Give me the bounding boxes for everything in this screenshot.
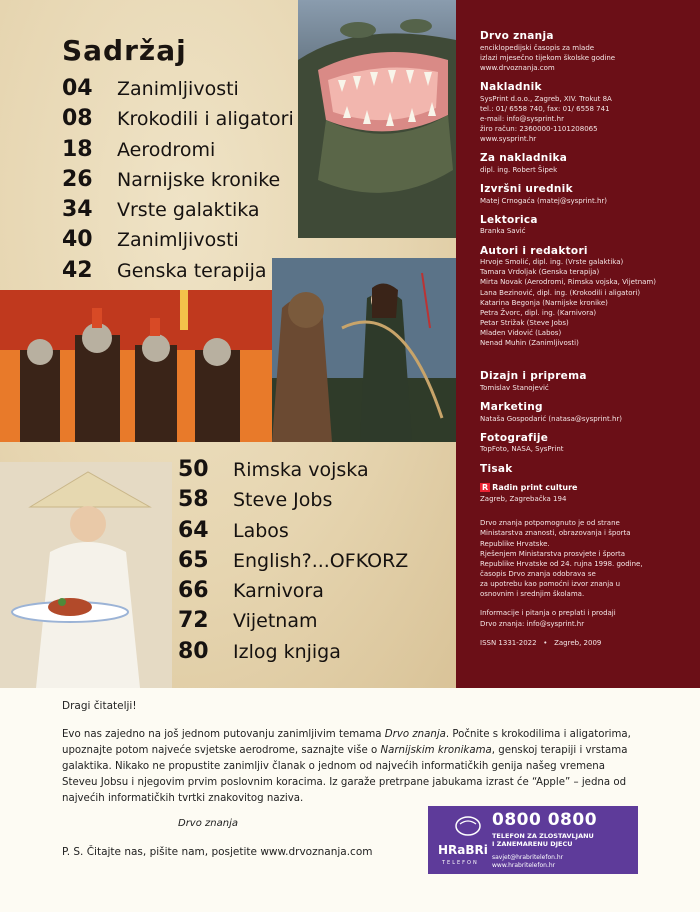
- toc-item[interactable]: [62, 76, 294, 106]
- toc-item-label: Aerodromi: [117, 138, 216, 161]
- masthead-heading: Fotografije: [480, 431, 549, 444]
- helpline-subtitle: [492, 832, 594, 848]
- helpline-website[interactable]: www.hrabritelefon.hr: [492, 862, 556, 870]
- support-text: Republike Hrvatske od 24. rujna 1998. godine,: [480, 559, 643, 568]
- toc-item-label: Steve Jobs: [233, 489, 333, 512]
- toc-item-label: English?...OFKORZ: [233, 549, 409, 572]
- toc-item-label: Zanimljivosti: [117, 229, 239, 252]
- crocodile-photo: [298, 0, 456, 238]
- masthead-heading: Izvršni urednik: [480, 183, 573, 196]
- masthead-heading: Dizajn i priprema: [480, 370, 587, 383]
- letter-body: [62, 727, 637, 808]
- masthead-text: Branka Savić: [480, 227, 526, 236]
- toc-item[interactable]: [62, 197, 294, 227]
- masthead-text: Nataša Gospodarić (natasa@sysprint.hr): [480, 414, 623, 423]
- letter-ps: P. S. Čitajte nas, pišite nam, posjetite www.drvoznanja.com: [62, 846, 373, 858]
- toc-item[interactable]: [62, 106, 294, 136]
- place-year: Zagreb, 2009: [554, 638, 602, 647]
- toc-item[interactable]: [62, 167, 294, 197]
- masthead-text: Katarina Begonja (Narnijske kronike): [480, 298, 608, 307]
- masthead-heading: Nakladnik: [480, 81, 542, 94]
- masthead-text: Tomislav Stanojević: [480, 383, 549, 392]
- toc-title: Sadržaj: [62, 34, 187, 67]
- masthead-text: enciklopedijski časopis za mlade: [480, 43, 595, 52]
- roman-soldiers-photo: [0, 290, 272, 442]
- helpline-email[interactable]: savjet@hrabritelefon.hr: [492, 854, 564, 861]
- masthead-heading: Za nakladnika: [480, 152, 568, 165]
- issn-line: [480, 638, 678, 648]
- letter-italic: Drvo znanja: [384, 729, 446, 740]
- masthead-text: Tamara Vrdoljak (Genska terapija): [480, 268, 600, 277]
- toc-item[interactable]: [62, 227, 294, 257]
- support-text: Ministarstva znanosti, obrazovanja i športa: [480, 529, 631, 538]
- toc-page-number: 18: [62, 136, 93, 162]
- toc-page-number: 64: [178, 517, 209, 543]
- support-text: Rješenjem Ministarstva prosvjete i športa: [480, 549, 625, 558]
- support-text: za upotrebu kao pomoćni izvor znanja u: [480, 580, 621, 589]
- printer-logo-text: Radin print culture: [492, 483, 578, 493]
- support-text: Republike Hrvatske.: [480, 539, 550, 548]
- info-email[interactable]: Drvo znanja: info@sysprint.hr: [480, 619, 585, 628]
- masthead-text: izlazi mjesečno tijekom školske godine: [480, 53, 616, 62]
- helpline-contacts: [492, 854, 563, 870]
- toc-item[interactable]: [178, 487, 408, 517]
- info-text: Informacije i pitanja o preplati i prodaji: [480, 609, 616, 618]
- toc-item-label: Karnivora: [233, 580, 324, 603]
- toc-page-number: 08: [62, 106, 93, 132]
- toc-item[interactable]: [178, 608, 408, 638]
- printer-logo: [480, 483, 577, 492]
- toc-page-number: 50: [178, 457, 209, 482]
- bullet: •: [543, 638, 548, 647]
- issn: ISSN 1331-2022: [480, 638, 537, 647]
- toc-page-number: 42: [62, 257, 93, 283]
- toc-item[interactable]: [178, 457, 408, 487]
- support-text: osnovnim i srednjim školama.: [480, 590, 585, 599]
- helpline-logo-sub: TELEFON: [442, 860, 479, 866]
- masthead-text: Nenad Muhin (Zanimljivosti): [480, 339, 579, 348]
- toc-page-number: 65: [178, 547, 209, 573]
- toc-page-number: 04: [62, 76, 93, 101]
- letter-greeting: Dragi čitatelji!: [62, 700, 137, 712]
- toc-item[interactable]: [178, 578, 408, 608]
- toc-item-label: Genska terapija: [117, 259, 267, 282]
- toc-item-label: Narnijske kronike: [117, 168, 281, 191]
- toc-page-number: 58: [178, 487, 209, 513]
- vietnam-photo: [0, 462, 172, 688]
- toc-item-label: Rimska vojska: [233, 459, 369, 481]
- masthead-text: tel.: 01/ 6558 740, fax: 01/ 6558 741: [480, 104, 610, 113]
- support-text: Drvo znanja potpomognuto je od strane: [480, 519, 620, 528]
- toc-page-number: 40: [62, 227, 93, 253]
- masthead-email[interactable]: e-mail: info@sysprint.hr: [480, 114, 564, 123]
- toc-item-label: Labos: [233, 519, 289, 542]
- letter-italic: Narnijskim kronikama: [380, 745, 492, 757]
- helpline-logo: [434, 812, 488, 868]
- toc-item[interactable]: [178, 639, 408, 669]
- masthead-sidebar: [456, 0, 700, 688]
- masthead-text: Hrvoje Smolić, dipl. ing. (Vrste galaktika): [480, 258, 624, 267]
- masthead-text: Petar Strižak (Steve Jobs): [480, 318, 569, 327]
- toc-page-number: 66: [178, 578, 209, 604]
- masthead-link[interactable]: www.drvoznanja.com: [480, 63, 555, 72]
- masthead-text: TopFoto, NASA, SysPrint: [480, 445, 564, 454]
- toc-bottom-list: [178, 457, 408, 669]
- toc-item[interactable]: [178, 518, 408, 548]
- toc-page-number: 26: [62, 166, 93, 192]
- toc-page-number: 80: [178, 638, 209, 664]
- toc-item-label: Zanimljivosti: [117, 78, 239, 100]
- letter-text: , genskoj terapiji i vrstama galaktika. Nikako ne propustite zanimljiv članak o jednom od najvećih informatičkih genija našeg vremena Steveu Jobsu i njegovim prvim poslovnim koracima. Iz garaže pretrpane jabukama izrast će “Apple” – jedna od najvećih informatičkih tvrtki znakovitog naziva.: [62, 745, 628, 805]
- masthead-heading: Marketing: [480, 401, 543, 414]
- masthead-link[interactable]: www.sysprint.hr: [480, 135, 537, 144]
- narnia-photo: [272, 258, 456, 442]
- toc-page-number: 34: [62, 197, 93, 223]
- masthead-text: SysPrint d.o.o., Zagreb, XIV. Trokut 8A: [480, 94, 612, 103]
- masthead-text: Petra Žvorc, dipl. ing. (Karnivora): [480, 308, 597, 317]
- helpline-subtitle-line: TELEFON ZA ZLOSTAVLJANU: [492, 832, 594, 840]
- helpline-subtitle-line: I ZANEMARENU DJECU: [492, 840, 573, 849]
- toc-item-label: Vrste galaktika: [117, 199, 260, 222]
- masthead-text: žiro račun: 2360000-1101208065: [480, 125, 598, 134]
- masthead-heading: Drvo znanja: [480, 30, 554, 42]
- toc-item[interactable]: [62, 137, 294, 167]
- masthead-text: Zagreb, Zagrebačka 194: [480, 495, 567, 504]
- masthead-text: Mirta Novak (Aerodromi, Rimska vojska, Vijetnam): [480, 278, 656, 287]
- letter-text: . Počnite s krokodilima i aligatorima, upoznajte potom najveće svjetske aerodrome, saznajte više o: [62, 729, 631, 757]
- letter-signature: Drvo znanja: [178, 818, 238, 829]
- masthead-text: Matej Crnogaća (matej@sysprint.hr): [480, 196, 607, 205]
- toc-top-list: [62, 76, 294, 288]
- masthead-text: Lana Bezinović, dipl. ing. (Krokodili i aligatori): [480, 288, 641, 297]
- masthead-heading: Autori i redaktori: [480, 244, 588, 257]
- printer-logo-mark: R: [482, 483, 489, 493]
- helpline-logo-text: HRaBRi: [438, 843, 488, 857]
- toc-item[interactable]: [62, 258, 294, 288]
- masthead-heading: Tisak: [480, 462, 513, 475]
- masthead-text: Mladen Vidović (Labos): [480, 329, 562, 338]
- support-text: časopis Drvo znanja odobrava se: [480, 570, 596, 579]
- masthead-heading: Lektorica: [480, 213, 538, 226]
- toc-item[interactable]: [178, 548, 408, 578]
- letter-text: Evo nas zajedno na još jednom putovanju zanimljivim temama: [62, 729, 385, 740]
- toc-item-label: Izlog knjiga: [233, 640, 341, 663]
- helpline-box[interactable]: [428, 806, 638, 874]
- helpline-number: 0800 0800: [492, 810, 598, 830]
- toc-item-label: Krokodili i aligatori: [117, 108, 294, 131]
- toc-item-label: Vijetnam: [233, 610, 318, 633]
- masthead-text: dipl. ing. Robert Šipek: [480, 165, 558, 174]
- toc-page-number: 72: [178, 608, 209, 634]
